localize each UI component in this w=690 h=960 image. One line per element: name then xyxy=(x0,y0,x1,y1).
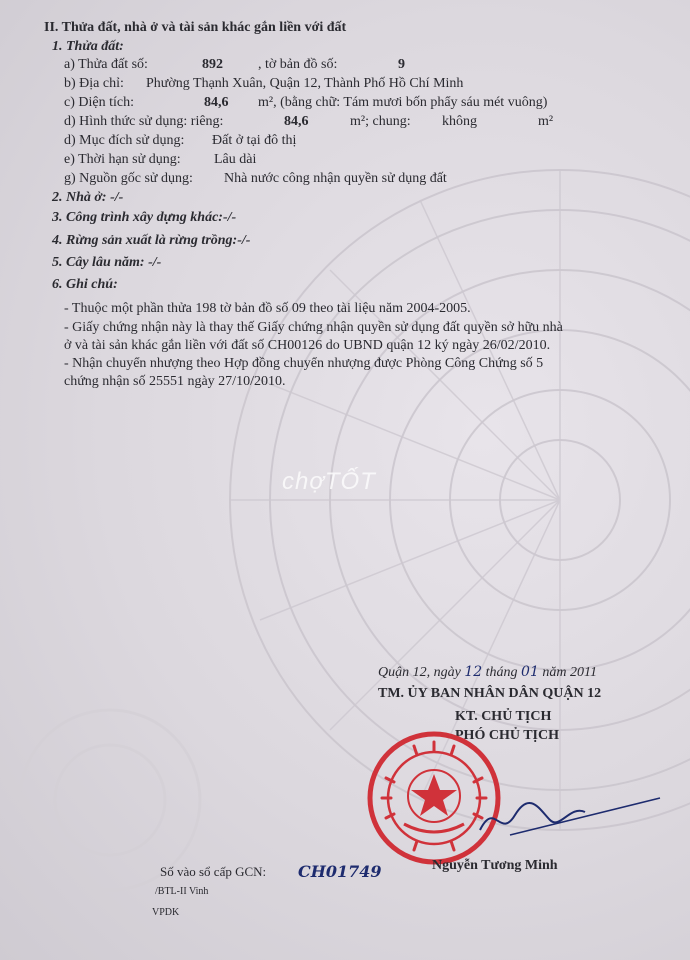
map-sheet-number: 9 xyxy=(398,57,405,72)
origin-label: g) Nguồn gốc sử dụng: xyxy=(64,171,193,186)
section-heading: II. Thửa đất, nhà ở và tài sản khác gắn liền với đất xyxy=(44,20,347,35)
signatory-title-1: KT. CHỦ TỊCH xyxy=(455,709,552,724)
note-line: - Giấy chứng nhận này là thay thế Giấy chứng nhận quyền sử dụng đất quyền sở hữu nhà xyxy=(64,320,563,335)
origin-value: Nhà nước công nhận quyền sử dụng đất xyxy=(224,171,447,186)
chotot-watermark: chợTỐT xyxy=(282,468,376,495)
date-month-label: tháng xyxy=(485,665,518,680)
house-line: 2. Nhà ở: -/- xyxy=(52,190,124,205)
registry-number: CH01749 xyxy=(298,862,382,881)
parcel-number: 892 xyxy=(202,57,223,72)
construction-line: 3. Công trình xây dựng khác:-/- xyxy=(52,210,237,225)
registry-vpdk: VPDK xyxy=(152,907,180,918)
note-line: - Thuộc một phần thửa 198 tờ bản đồ số 09 theo tài liệu năm 2004-2005. xyxy=(64,301,471,316)
signatory-title-2: PHÓ CHỦ TỊCH xyxy=(455,728,559,743)
term-value: Lâu dài xyxy=(214,152,257,167)
date-line xyxy=(378,664,597,681)
note-line: ở và tài sản khác gắn liền với đất số CH00126 do UBND quận 12 ký ngày 26/02/2010. xyxy=(64,338,551,353)
area-value: 84,6 xyxy=(204,95,229,110)
date-year: năm 2011 xyxy=(542,665,597,680)
note-line: - Nhận chuyển nhượng theo Hợp đồng chuyển nhượng được Phòng Công Chứng số 5 xyxy=(64,356,544,371)
area-in-words: m², (bằng chữ: Tám mươi bốn phẩy sáu mét vuông) xyxy=(258,95,548,110)
signatory-name: Nguyễn Tương Minh xyxy=(432,858,558,873)
signatory-org: TM. ỦY BAN NHÂN DÂN QUẬN 12 xyxy=(378,686,602,701)
private-area-value: 84,6 xyxy=(284,114,309,129)
term-label: e) Thời hạn sử dụng: xyxy=(64,152,181,167)
area-label: c) Diện tích: xyxy=(64,95,134,110)
note-line: chứng nhận số 25551 ngày 27/10/2010. xyxy=(64,374,286,389)
handwritten-signature xyxy=(470,790,670,850)
usage-form-label: d) Hình thức sử dụng: riêng: xyxy=(64,114,224,129)
purpose-label: d) Mục đích sử dụng: xyxy=(64,133,185,148)
shared-unit: m² xyxy=(538,114,554,129)
land-heading: 1. Thửa đất: xyxy=(52,39,124,54)
parcel-label: a) Thửa đất số: xyxy=(64,57,148,72)
registry-sub-line: /BTL-II Vinh xyxy=(155,886,209,897)
date-day: 12 xyxy=(464,664,483,680)
map-sheet-label: , tờ bản đồ số: xyxy=(258,57,338,72)
registry-label: Số vào sổ cấp GCN: xyxy=(160,864,267,879)
purpose-value: Đất ở tại đô thị xyxy=(212,133,297,148)
date-prefix: Quận 12, ngày xyxy=(378,665,461,680)
address-label: b) Địa chỉ: xyxy=(64,76,124,91)
shared-label: m²; chung: xyxy=(350,114,411,129)
perennial-line: 5. Cây lâu năm: -/- xyxy=(52,255,162,270)
notes-heading: 6. Ghi chú: xyxy=(52,277,118,292)
date-month: 01 xyxy=(521,664,539,680)
forest-line: 4. Rừng sản xuất là rừng trồng:-/- xyxy=(52,233,251,248)
address-value: Phường Thạnh Xuân, Quận 12, Thành Phố Hồ Chí Minh xyxy=(146,76,464,91)
shared-value: không xyxy=(442,114,477,129)
